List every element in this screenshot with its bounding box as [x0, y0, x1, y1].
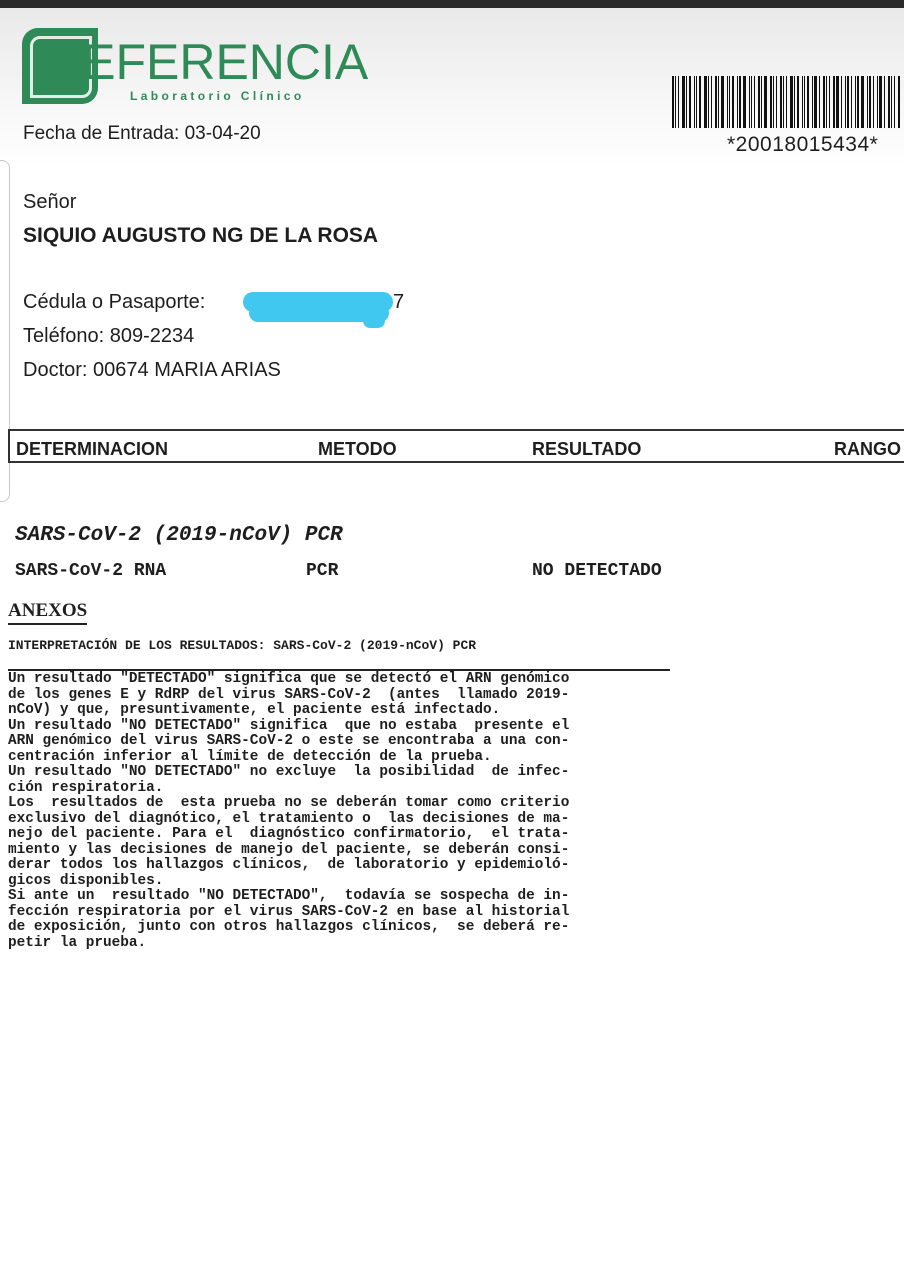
barcode-bar [739, 76, 741, 128]
interpretation-line: derar todos los hallazgos clínicos, de laboratorio y epidemioló- [8, 857, 570, 873]
barcode-bar [794, 76, 795, 128]
screen-top-bar [0, 0, 904, 8]
interpretation-text [8, 672, 678, 951]
barcode-bar [797, 76, 799, 128]
interpretation-line: exclusivo del diagnótico, el tratamiento o las decisiones de ma- [8, 810, 570, 827]
interpretation-title: INTERPRETACIÓN DE LOS RESULTADOS: SARS-CoV-2 (2019-nCoV) PCR [8, 638, 477, 653]
barcode-bar [761, 76, 762, 128]
barcode-bar [776, 76, 777, 128]
barcode-bar [678, 76, 679, 128]
barcode-bar [689, 76, 691, 128]
barcode-bar [718, 76, 719, 128]
barcode [672, 76, 904, 128]
id-label: Cédula o Pasaporte: [23, 291, 206, 313]
barcode-bar [814, 76, 817, 128]
barcode-number: *20018015434* [727, 133, 879, 156]
barcode-bar [682, 76, 685, 128]
salutation: Señor [23, 191, 77, 213]
barcode-bar [737, 76, 738, 128]
interpretation-line: Un resultado "DETECTADO" significa que se detectó el ARN genómico [8, 671, 570, 687]
barcode-bar [867, 76, 868, 128]
logo-subtitle: Laboratorio Clínico [130, 89, 305, 103]
barcode-bar [783, 76, 784, 128]
barcode-bar [807, 76, 809, 128]
interpretation-line: Si ante un resultado "NO DETECTADO", todavía se sospecha de in- [8, 888, 570, 904]
barcode-bar [851, 76, 852, 128]
barcode-bar [699, 76, 701, 128]
barcode-bar [826, 76, 827, 128]
interpretation-line: Un resultado "NO DETECTADO" significa que no estaba presente el [8, 717, 570, 734]
interpretation-line: centración inferior al límite de detección de la prueba. [8, 748, 492, 765]
barcode-bar [711, 76, 712, 128]
barcode-bar [696, 76, 697, 128]
barcode-bar [773, 76, 774, 128]
barcode-bar [790, 76, 793, 128]
barcode-bar [823, 76, 825, 128]
barcode-bar [833, 76, 835, 128]
barcode-bar [873, 76, 874, 128]
doctor: Doctor: 00674 MARIA ARIAS [23, 359, 281, 381]
interpretation-line: nCoV) y que, presuntivamente, el paciente está infectado. [8, 702, 501, 718]
interpretation-line: Un resultado "NO DETECTADO" no excluye la posibilidad de infec- [8, 764, 570, 780]
barcode-bar [729, 76, 730, 128]
barcode-bar [894, 76, 895, 128]
interpretation-line: de los genes E y RdRP del virus SARS-CoV-2 (antes llamado 2019- [8, 686, 570, 703]
col-metodo: METODO [318, 439, 397, 459]
interpretation-line: de exposición, junto con otros hallazgos clínicos, se deberá re- [8, 919, 570, 935]
interpretation-line: petir la prueba. [8, 934, 147, 951]
barcode-bar [857, 76, 859, 128]
barcode-bar [819, 76, 820, 128]
barcode-bar [879, 76, 882, 128]
barcode-bar [847, 76, 849, 128]
barcode-bar [721, 76, 724, 128]
barcode-bar [780, 76, 782, 128]
barcode-bar [841, 76, 842, 128]
barcode-bar [786, 76, 787, 128]
barcode-bar [898, 76, 900, 128]
result-metodo: PCR [306, 561, 339, 581]
entry-date: Fecha de Entrada: 03-04-20 [23, 123, 261, 144]
barcode-bar [754, 76, 755, 128]
interpretation-line: gicos disponibles. [8, 872, 164, 889]
barcode-bar [869, 76, 871, 128]
col-determinacion: DETERMINACION [16, 439, 168, 459]
barcode-bar [845, 76, 846, 128]
barcode-bar [836, 76, 839, 128]
barcode-bar [675, 76, 676, 128]
barcode-bar [672, 76, 674, 128]
barcode-bar [861, 76, 864, 128]
barcode-bar [732, 76, 734, 128]
interpretation-line: ARN genómico del virus SARS-CoV-2 o este se encontraba a una con- [8, 733, 570, 749]
barcode-bar [804, 76, 805, 128]
barcode-bar [749, 76, 750, 128]
barcode-bar [751, 76, 752, 128]
id-visible-tail: 7 [393, 291, 405, 313]
barcode-bar [891, 76, 892, 128]
barcode-bar [758, 76, 760, 128]
interpretation-line: fección respiratoria por el virus SARS-CoV-2 en base al historial [8, 903, 570, 920]
barcode-bar [888, 76, 890, 128]
barcode-bar [694, 76, 695, 128]
barcode-bar [855, 76, 856, 128]
barcode-bar [812, 76, 813, 128]
annex-heading: ANEXOS [8, 600, 87, 625]
interpretation-line: Los resultados de esta prueba no se deberán tomar como criterio [8, 795, 570, 811]
interpretation-line: ción respiratoria. [8, 779, 164, 796]
results-table-header [8, 429, 904, 463]
barcode-bar [802, 76, 803, 128]
test-title: SARS-CoV-2 (2019-nCoV) PCR [15, 524, 343, 547]
barcode-bar [764, 76, 767, 128]
barcode-bar [829, 76, 830, 128]
col-resultado: RESULTADO [532, 439, 642, 459]
patient-name: SIQUIO AUGUSTO NG DE LA ROSA [23, 224, 379, 247]
logo-brand: REFERENCIA [46, 34, 369, 90]
result-value: NO DETECTADO [532, 561, 662, 581]
redaction-scribble [243, 290, 393, 332]
barcode-bar [704, 76, 707, 128]
barcode-bar [770, 76, 772, 128]
lab-logo [22, 26, 369, 106]
barcode-bar [708, 76, 709, 128]
barcode-bar [884, 76, 885, 128]
interpretation-line: nejo del paciente. Para el diagnóstico confirmatorio, el trata- [8, 826, 570, 842]
phone: Teléfono: 809-2234 [23, 325, 195, 347]
barcode-bar [686, 76, 687, 128]
barcode-bar [715, 76, 717, 128]
interpretation-line: miento y las decisiones de manejo del paciente, se deberán consi- [8, 841, 570, 858]
barcode-bar [743, 76, 746, 128]
col-rango: RANGO [834, 439, 901, 459]
result-determinacion: SARS-CoV-2 RNA [15, 561, 167, 581]
barcode-bar [727, 76, 728, 128]
barcode-bar [877, 76, 878, 128]
